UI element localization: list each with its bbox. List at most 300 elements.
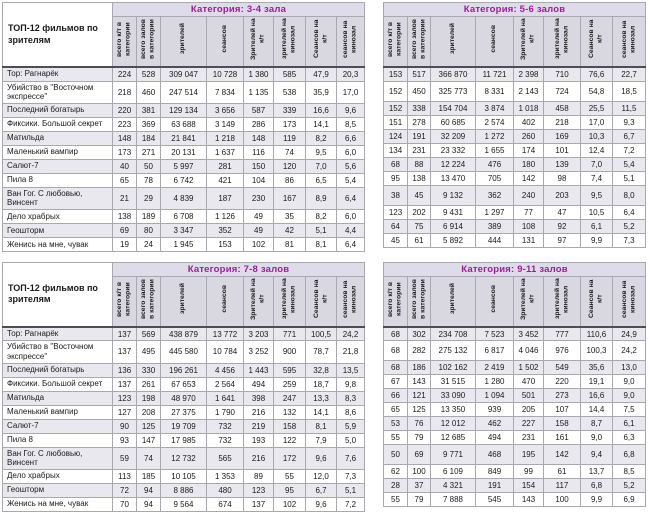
data-cell: 78 [137, 173, 161, 187]
data-cell: 35 [274, 209, 306, 223]
data-cell: 173 [274, 117, 306, 131]
table-row [384, 445, 646, 465]
data-cell: 976 [544, 341, 581, 361]
data-cell: 1 018 [514, 101, 544, 115]
data-cell: 8,5 [613, 465, 646, 479]
data-cell: 125 [137, 419, 161, 433]
data-cell: 125 [408, 403, 431, 417]
data-cell: 35,9 [306, 81, 337, 103]
data-cell: 161 [544, 431, 581, 445]
data-cell: 281 [207, 159, 244, 173]
table-row [384, 327, 646, 341]
data-cell: 302 [408, 327, 431, 341]
data-cell: 153 [207, 237, 244, 251]
data-cell: 5,4 [613, 157, 646, 171]
column-header [514, 17, 544, 68]
column-header [544, 276, 581, 327]
data-cell: 1 945 [161, 237, 207, 251]
data-cell: 6 742 [161, 173, 207, 187]
data-cell: 17 985 [161, 433, 207, 447]
data-cell: 12 732 [161, 447, 207, 469]
data-cell: 1 380 [244, 67, 274, 81]
film-name: Тор: Рагнарёк [3, 67, 113, 81]
data-cell: 366 870 [431, 67, 476, 81]
data-cell: 81 [274, 237, 306, 251]
data-cell: 79 [408, 431, 431, 445]
data-cell: 5,9 [337, 419, 365, 433]
data-cell: 17,0 [337, 81, 365, 103]
data-cell: 771 [274, 327, 306, 341]
data-cell: 1 094 [476, 389, 514, 403]
data-cell: 732 [207, 433, 244, 447]
data-cell: 19,1 [581, 375, 613, 389]
data-cell: 208 [137, 405, 161, 419]
data-cell: 4 321 [431, 479, 476, 493]
data-cell: 1 641 [207, 391, 244, 405]
column-header [514, 276, 544, 327]
data-cell: 6 817 [476, 341, 514, 361]
data-cell: 468 [476, 445, 514, 465]
data-cell: 93 [113, 433, 137, 447]
data-cell: 275 132 [431, 341, 476, 361]
data-cell: 158 [544, 417, 581, 431]
data-cell: 218 [544, 115, 581, 129]
data-cell: 849 [476, 465, 514, 479]
table-row [384, 233, 646, 247]
data-cell: 63 688 [161, 117, 207, 131]
data-cell: 205 [514, 403, 544, 417]
data-cell: 55 [384, 431, 408, 445]
column-header [306, 17, 337, 68]
category-title: Категория: 3-4 зала [113, 3, 365, 17]
data-cell: 1 637 [207, 145, 244, 159]
data-cell: 6 708 [161, 209, 207, 223]
data-cell: 21 841 [161, 131, 207, 145]
data-cell: 339 [274, 103, 306, 117]
data-cell: 240 [514, 185, 544, 205]
table-row [384, 67, 646, 81]
column-header-label: зрителей на кинозал [553, 18, 569, 60]
table-row [3, 363, 365, 377]
data-cell: 152 [384, 81, 408, 101]
data-cell: 9,4 [581, 445, 613, 465]
data-cell: 100,5 [306, 327, 337, 341]
column-header [337, 17, 365, 68]
column-header [113, 17, 137, 68]
data-cell: 732 [207, 419, 244, 433]
data-cell: 9 431 [431, 205, 476, 219]
data-cell: 1 297 [476, 205, 514, 219]
column-header-label: зрителей [179, 23, 187, 55]
data-cell: 9,9 [581, 493, 613, 507]
table-row [3, 469, 365, 483]
column-header-label: всего к/т в категории [387, 21, 403, 57]
category-table-3-4-zala [2, 2, 365, 252]
table-row [3, 145, 365, 159]
table-row [384, 341, 646, 361]
data-cell: 23 332 [431, 143, 476, 157]
data-cell: 69 [408, 445, 431, 465]
data-cell: 174 [514, 143, 544, 157]
table-row [3, 117, 365, 131]
data-cell: 137 [244, 497, 274, 511]
data-cell: 7 888 [431, 493, 476, 507]
data-cell: 78,7 [306, 341, 337, 363]
data-cell: 49 [244, 223, 274, 237]
data-cell: 6,3 [613, 431, 646, 445]
film-name: Женись на мне, чувак [3, 497, 113, 511]
data-cell: 77 [514, 205, 544, 219]
film-name: Женись на мне, чувак [3, 237, 113, 251]
data-cell: 22,7 [613, 67, 646, 81]
column-header-label: всего залов в категории [410, 19, 426, 59]
column-header-row [384, 17, 646, 68]
data-cell: 1 126 [207, 209, 244, 223]
column-header-label: сеансов [490, 25, 498, 53]
data-cell: 219 [244, 419, 274, 433]
data-cell: 19 709 [161, 419, 207, 433]
data-cell: 565 [207, 447, 244, 469]
data-cell: 421 [207, 173, 244, 187]
category-table-5-6-zalov [383, 2, 646, 248]
data-cell: 14,4 [581, 403, 613, 417]
data-cell: 7 523 [476, 327, 514, 341]
data-cell: 528 [137, 67, 161, 81]
data-cell: 402 [514, 115, 544, 129]
data-cell: 24,9 [613, 327, 646, 341]
data-cell: 50 [137, 159, 161, 173]
data-cell: 777 [544, 327, 581, 341]
data-cell: 6,5 [306, 173, 337, 187]
bottom-half [2, 262, 650, 512]
data-cell: 2 564 [207, 377, 244, 391]
data-cell: 95 [274, 483, 306, 497]
column-header-label: всего к/т в категории [116, 21, 132, 57]
column-header-label: сеансов [490, 285, 498, 313]
data-cell: 6,1 [613, 417, 646, 431]
film-name: Салют-7 [3, 159, 113, 173]
data-cell: 549 [544, 361, 581, 375]
data-cell: 121 [408, 389, 431, 403]
data-cell: 9 132 [431, 185, 476, 205]
data-cell: 76,6 [581, 67, 613, 81]
column-header [244, 17, 274, 68]
data-cell: 7,5 [613, 403, 646, 417]
data-cell: 61 [408, 233, 431, 247]
data-cell: 68 [384, 157, 408, 171]
data-cell: 231 [514, 431, 544, 445]
column-header-label: зрителей [448, 283, 456, 315]
data-cell: 7,3 [613, 233, 646, 247]
column-header-label: сеансов [220, 25, 228, 53]
data-cell: 6,1 [581, 219, 613, 233]
data-cell: 124 [384, 129, 408, 143]
data-cell: 6,7 [306, 483, 337, 497]
data-cell: 143 [408, 375, 431, 389]
data-cell: 24,2 [613, 341, 646, 361]
data-cell: 369 [137, 117, 161, 131]
category-table-9-11-zalov [383, 262, 646, 508]
category-row [384, 262, 646, 276]
data-cell: 95 [384, 171, 408, 185]
data-cell: 100 [408, 465, 431, 479]
data-cell: 102 [274, 497, 306, 511]
data-cell: 142 [514, 171, 544, 185]
data-cell: 8,7 [581, 417, 613, 431]
data-cell: 68 [384, 341, 408, 361]
data-cell: 7,2 [613, 143, 646, 157]
table-row [3, 497, 365, 511]
data-cell: 8,1 [306, 237, 337, 251]
data-cell: 3 452 [514, 327, 544, 341]
column-header [306, 276, 337, 327]
data-cell: 158 [274, 419, 306, 433]
film-name: Ван Гог. С любовью, Винсент [3, 447, 113, 469]
table-row [384, 101, 646, 115]
data-cell: 191 [476, 479, 514, 493]
table-row [384, 115, 646, 129]
data-cell: 127 [113, 405, 137, 419]
data-cell: 6,4 [613, 205, 646, 219]
data-cell: 119 [274, 131, 306, 145]
data-cell: 220 [113, 103, 137, 117]
data-cell: 325 773 [431, 81, 476, 101]
table-row [3, 419, 365, 433]
column-header-label: всего залов в категории [140, 278, 156, 319]
data-cell: 5,2 [613, 219, 646, 233]
data-cell: 21 [113, 187, 137, 209]
data-cell: 6,8 [613, 445, 646, 465]
film-name: Салют-7 [3, 419, 113, 433]
data-cell: 98 [544, 171, 581, 185]
data-cell: 27 375 [161, 405, 207, 419]
data-cell: 273 [544, 389, 581, 403]
data-cell: 153 [384, 67, 408, 81]
column-header [431, 17, 476, 68]
data-cell: 13 772 [207, 327, 244, 341]
data-cell: 7,3 [337, 469, 365, 483]
data-cell: 89 [244, 469, 274, 483]
data-cell: 2 419 [476, 361, 514, 375]
data-cell: 70 [113, 497, 137, 511]
table-row [3, 341, 365, 363]
table-row [3, 103, 365, 117]
data-cell: 8 331 [476, 81, 514, 101]
data-cell: 113 [113, 469, 137, 483]
data-cell: 131 [514, 233, 544, 247]
data-cell: 61 [544, 465, 581, 479]
data-cell: 8,0 [613, 185, 646, 205]
data-cell: 1 135 [244, 81, 274, 103]
data-cell: 286 [244, 117, 274, 131]
data-cell: 49 [244, 209, 274, 223]
data-cell: 5,6 [337, 159, 365, 173]
category-row [3, 3, 365, 17]
data-cell: 1 790 [207, 405, 244, 419]
films-list-header: ТОП-12 фильмов по зрителям [3, 3, 113, 68]
data-cell: 69 [113, 223, 137, 237]
data-cell: 195 [514, 445, 544, 465]
data-cell: 35,6 [581, 361, 613, 375]
table-row [384, 493, 646, 507]
data-cell: 55 [384, 493, 408, 507]
column-header-row [384, 276, 646, 327]
data-cell: 9,9 [581, 233, 613, 247]
data-cell: 9,0 [613, 375, 646, 389]
film-name: Убийство в "Восточном экспрессе" [3, 341, 113, 363]
data-cell: 309 047 [161, 67, 207, 81]
data-cell: 247 514 [161, 81, 207, 103]
data-cell: 45 [384, 233, 408, 247]
table-row [384, 431, 646, 445]
data-cell: 116 [244, 145, 274, 159]
data-cell: 18,7 [306, 377, 337, 391]
data-cell: 9,6 [306, 497, 337, 511]
table-row [384, 417, 646, 431]
data-cell: 220 [544, 375, 581, 389]
data-cell: 1 280 [476, 375, 514, 389]
data-cell: 9 564 [161, 497, 207, 511]
film-name: Убийство в "Восточном экспрессе" [3, 81, 113, 103]
data-cell: 476 [476, 157, 514, 171]
data-cell: 12,0 [306, 469, 337, 483]
category-table-7-8-zalov [2, 262, 365, 512]
film-name: Пила 8 [3, 173, 113, 187]
data-cell: 117 [544, 479, 581, 493]
data-cell: 24,2 [337, 327, 365, 341]
data-cell: 189 [137, 209, 161, 223]
data-cell: 122 [274, 433, 306, 447]
data-cell: 2 398 [514, 67, 544, 81]
data-cell: 6 109 [431, 465, 476, 479]
data-cell: 1 218 [207, 131, 244, 145]
data-cell: 154 704 [431, 101, 476, 115]
table-row [3, 67, 365, 81]
data-cell: 398 [244, 391, 274, 405]
category-title: Категория: 7-8 залов [113, 262, 365, 276]
column-header-label: зрителей [448, 23, 456, 55]
data-cell: 7,2 [337, 497, 365, 511]
data-cell: 462 [476, 417, 514, 431]
data-cell: 234 708 [431, 327, 476, 341]
data-cell: 47 [544, 205, 581, 219]
data-cell: 5,4 [337, 173, 365, 187]
data-cell: 14,1 [306, 405, 337, 419]
data-cell: 900 [274, 341, 306, 363]
data-cell: 470 [514, 375, 544, 389]
data-cell: 67 653 [161, 377, 207, 391]
film-name: Дело храбрых [3, 469, 113, 483]
data-cell: 3 874 [476, 101, 514, 115]
data-cell: 42 [274, 223, 306, 237]
data-cell: 13,3 [306, 391, 337, 405]
data-cell: 9,3 [613, 115, 646, 129]
data-cell: 167 [274, 187, 306, 209]
data-cell: 6,7 [613, 129, 646, 143]
table-row [3, 131, 365, 145]
data-cell: 6,9 [613, 493, 646, 507]
data-cell: 8,6 [337, 405, 365, 419]
films-list-header: ТОП-12 фильмов по зрителям [3, 262, 113, 327]
data-cell: 5,1 [613, 171, 646, 185]
category-title: Категория: 9-11 залов [384, 262, 646, 276]
data-cell: 1 502 [514, 361, 544, 375]
table-row [3, 405, 365, 419]
column-header-label: зрителей на кинозал [553, 278, 569, 320]
data-cell: 5,0 [337, 433, 365, 447]
data-cell: 32 209 [431, 129, 476, 143]
data-cell: 705 [476, 171, 514, 185]
column-header-label: зрителей [179, 283, 187, 315]
column-header-label: всего к/т в категории [116, 281, 132, 317]
data-cell: 59 [113, 447, 137, 469]
data-cell: 28 [384, 479, 408, 493]
data-cell: 13,5 [337, 363, 365, 377]
data-cell: 7,6 [337, 447, 365, 469]
column-header [544, 17, 581, 68]
data-cell: 9,0 [581, 431, 613, 445]
data-cell: 4 046 [514, 341, 544, 361]
data-cell: 104 [244, 173, 274, 187]
data-cell: 13 350 [431, 403, 476, 417]
film-name: Маленький вампир [3, 405, 113, 419]
data-cell: 4,4 [337, 223, 365, 237]
data-cell: 172 [274, 447, 306, 469]
data-cell: 138 [408, 171, 431, 185]
table-row [3, 187, 365, 209]
data-cell: 18,5 [613, 81, 646, 101]
table-row [3, 447, 365, 469]
data-cell: 50 [384, 445, 408, 465]
data-cell: 8,2 [306, 209, 337, 223]
data-cell: 102 162 [431, 361, 476, 375]
data-cell: 29 [137, 187, 161, 209]
film-name: Геошторм [3, 223, 113, 237]
data-cell: 37 [408, 479, 431, 493]
data-cell: 7,4 [581, 171, 613, 185]
data-cell: 123 [244, 483, 274, 497]
top-half [2, 2, 650, 252]
data-cell: 101 [544, 143, 581, 157]
data-cell: 186 [408, 361, 431, 375]
data-cell: 2 574 [476, 115, 514, 129]
film-name: Фиксики. Большой секрет [3, 377, 113, 391]
column-header [161, 276, 207, 327]
data-cell: 585 [274, 67, 306, 81]
data-cell: 13,7 [581, 465, 613, 479]
data-cell: 710 [544, 67, 581, 81]
data-cell: 8,5 [337, 117, 365, 131]
data-cell: 674 [207, 497, 244, 511]
data-cell: 14,1 [306, 117, 337, 131]
data-cell: 6,6 [337, 131, 365, 145]
data-cell: 108 [514, 219, 544, 233]
column-header-label: Зрителей на к/т [520, 278, 536, 320]
table-row [3, 223, 365, 237]
data-cell: 939 [476, 403, 514, 417]
data-cell: 389 [476, 219, 514, 233]
data-cell: 79 [408, 493, 431, 507]
data-cell: 4 839 [161, 187, 207, 209]
data-cell: 362 [476, 185, 514, 205]
column-header [113, 276, 137, 327]
data-cell: 173 [113, 145, 137, 159]
column-header [408, 276, 431, 327]
data-cell: 9,8 [337, 377, 365, 391]
data-cell: 80 [137, 223, 161, 237]
table-row [384, 361, 646, 375]
table-row [384, 465, 646, 479]
